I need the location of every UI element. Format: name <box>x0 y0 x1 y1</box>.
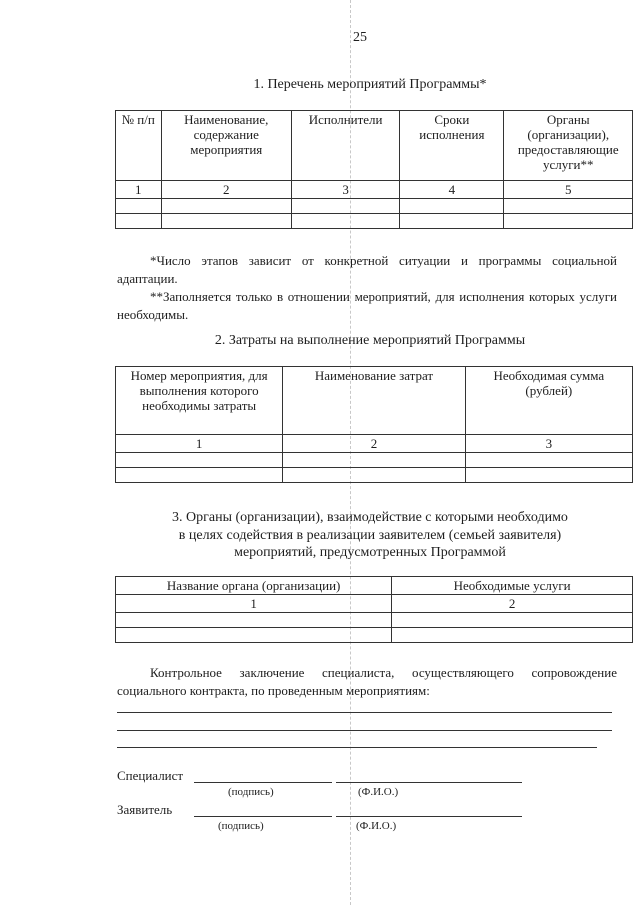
section3-table <box>115 576 633 643</box>
empty-row <box>116 628 633 643</box>
page-number: 25 <box>353 30 367 45</box>
applicant-name-line[interactable] <box>336 816 522 817</box>
conclusion-text: Контрольное заключение специалиста, осуществляющего сопровождение социального контракта, по проведенным мероприятиям: <box>117 665 617 698</box>
section2-table <box>115 366 633 483</box>
col-index: 1 <box>116 435 283 453</box>
section2-title: 2. Затраты на выполнение мероприятий Программы <box>214 333 526 348</box>
col-number-header: № п/п <box>116 111 162 181</box>
specialist-signature-line[interactable] <box>194 782 332 783</box>
section1-table <box>115 110 633 229</box>
section3-title-line1: 3. Органы (организации), взаимодействие с которыми необходимо <box>172 510 568 525</box>
empty-row <box>116 613 633 628</box>
col-index: 5 <box>504 181 633 199</box>
col-sum-header: Необходимая сумма (рублей) <box>465 367 632 435</box>
col-terms-header: Сроки исполнения <box>400 111 504 181</box>
applicant-label: Заявитель <box>117 802 173 817</box>
col-executors-header: Исполнители <box>292 111 400 181</box>
specialist-label: Специалист <box>117 768 184 783</box>
conclusion-line-3[interactable] <box>117 747 597 748</box>
empty-row <box>116 453 633 468</box>
col-organs-header: Органы (организации), предоставляющие услуги** <box>504 111 633 181</box>
conclusion-line-1[interactable] <box>117 712 612 713</box>
col-index: 2 <box>392 595 633 613</box>
empty-row <box>116 468 633 483</box>
col-cost-name-header: Наименование затрат <box>283 367 465 435</box>
col-name-header: Наименование, содержание мероприятия <box>161 111 292 181</box>
empty-row <box>116 199 633 214</box>
col-index: 3 <box>292 181 400 199</box>
section3-title-line3: мероприятий, предусмотренных Программой <box>234 545 506 560</box>
col-index: 2 <box>283 435 465 453</box>
footnote-1: *Число этапов зависит от конкретной ситуации и программы социальной адаптации. <box>117 253 617 286</box>
col-services-header: Необходимые услуги <box>392 577 633 595</box>
col-event-number-header: Номер мероприятия, для выполнения которого необходимы затраты <box>116 367 283 435</box>
specialist-name-line[interactable] <box>336 782 522 783</box>
col-index: 1 <box>116 181 162 199</box>
col-index: 4 <box>400 181 504 199</box>
footnote-2: **Заполняется только в отношении мероприятий, для исполнения которых услуги необходимы. <box>117 289 617 322</box>
section3-title-line2: в целях содействия в реализации заявителем (семьей заявителя) <box>178 528 562 543</box>
conclusion-line-2[interactable] <box>117 730 612 731</box>
empty-row <box>116 214 633 229</box>
name-caption: (Ф.И.О.) <box>358 786 399 798</box>
section1-title: 1. Перечень мероприятий Программы* <box>253 77 487 92</box>
col-index: 1 <box>116 595 392 613</box>
signature-caption: (подпись) <box>228 786 274 798</box>
col-organ-name-header: Название органа (организации) <box>116 577 392 595</box>
col-index: 3 <box>465 435 632 453</box>
applicant-signature-line[interactable] <box>194 816 332 817</box>
name-caption: (Ф.И.О.) <box>356 820 397 832</box>
col-index: 2 <box>161 181 292 199</box>
signature-caption: (подпись) <box>218 820 264 832</box>
